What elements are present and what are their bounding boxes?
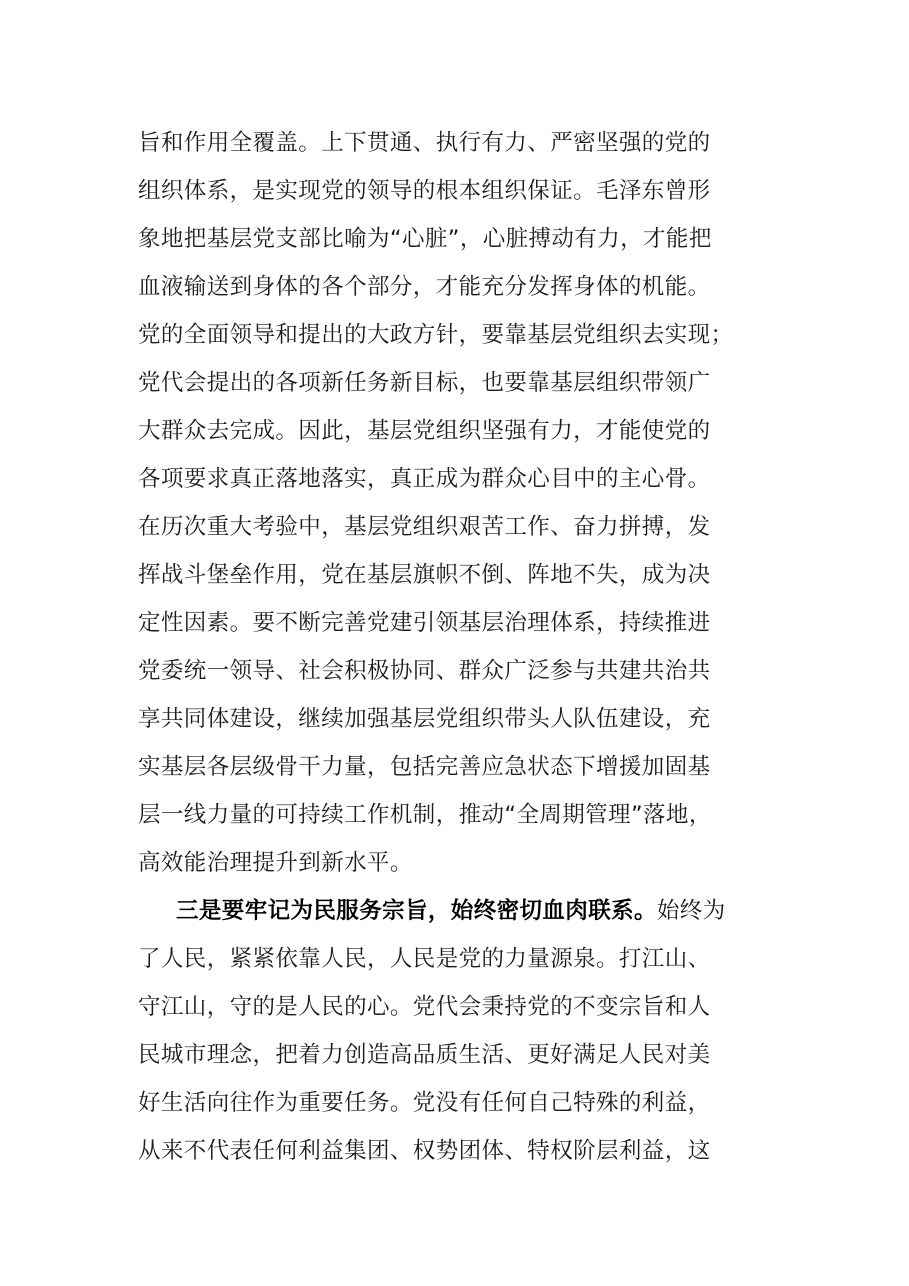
paragraph-2-heading: 三是要牢记为民服务宗旨，始终密切血肉联系。	[176, 898, 657, 924]
paragraph-2-line-6: 从来不代表任何利益集团、权势团体、特权阶层利益，这	[138, 1138, 711, 1164]
paragraph-1-line-1: 旨和作用全覆盖。上下贯通、执行有力、严密坚强的党的	[138, 130, 711, 156]
paragraph-1-line-8: 各项要求真正落地落实，真正成为群众心目中的主心骨。	[138, 466, 711, 492]
paragraph-2-line-1-rest: 始终为	[656, 898, 726, 924]
paragraph-1-line-11: 定性因素。要不断完善党建引领基层治理体系，持续推进	[138, 610, 711, 636]
paragraph-1-line-5: 党的全面领导和提出的大政方针，要靠基层党组织去实现；	[138, 322, 734, 348]
paragraph-1-line-12: 党委统一领导、社会积极协同、群众广泛参与共建共治共	[138, 658, 711, 684]
paragraph-2-line-5: 好生活向往作为重要任务。党没有任何自己特殊的利益，	[138, 1090, 711, 1116]
paragraph-1-line-3: 象地把基层党支部比喻为“心脏”，心脏搏动有力，才能把	[138, 226, 712, 252]
paragraph-1-line-2: 组织体系，是实现党的领导的根本组织保证。毛泽东曾形	[138, 178, 711, 204]
paragraph-1-line-16: 高效能治理提升到新水平。	[138, 850, 413, 876]
paragraph-1-line-6: 党代会提出的各项新任务新目标，也要靠基层组织带领广	[138, 370, 711, 396]
paragraph-1-line-4: 血液输送到身体的各个部分，才能充分发挥身体的机能。	[138, 274, 711, 300]
paragraph-1-line-10: 挥战斗堡垒作用，党在基层旗帜不倒、阵地不失，成为决	[138, 562, 711, 588]
paragraph-2-line-3: 守江山，守的是人民的心。党代会秉持党的不变宗旨和人	[138, 994, 711, 1020]
paragraph-2-line-4: 民城市理念，把着力创造高品质生活、更好满足人民对美	[138, 1042, 711, 1068]
paragraph-2-first-line	[176, 896, 726, 926]
paragraph-1-line-7: 大群众去完成。因此，基层党组织坚强有力，才能使党的	[138, 418, 711, 444]
paragraph-1-line-13: 享共同体建设，继续加强基层党组织带头人队伍建设，充	[138, 706, 711, 732]
paragraph-1-line-14: 实基层各层级骨干力量，包括完善应急状态下增援加固基	[138, 754, 711, 780]
paragraph-2-line-2: 了人民，紧紧依靠人民，人民是党的力量源泉。打江山、	[138, 946, 711, 972]
paragraph-1-line-9: 在历次重大考验中，基层党组织艰苦工作、奋力拼搏，发	[138, 514, 711, 540]
paragraph-1-line-15: 层一线力量的可持续工作机制，推动“全周期管理”落地，	[138, 802, 712, 828]
